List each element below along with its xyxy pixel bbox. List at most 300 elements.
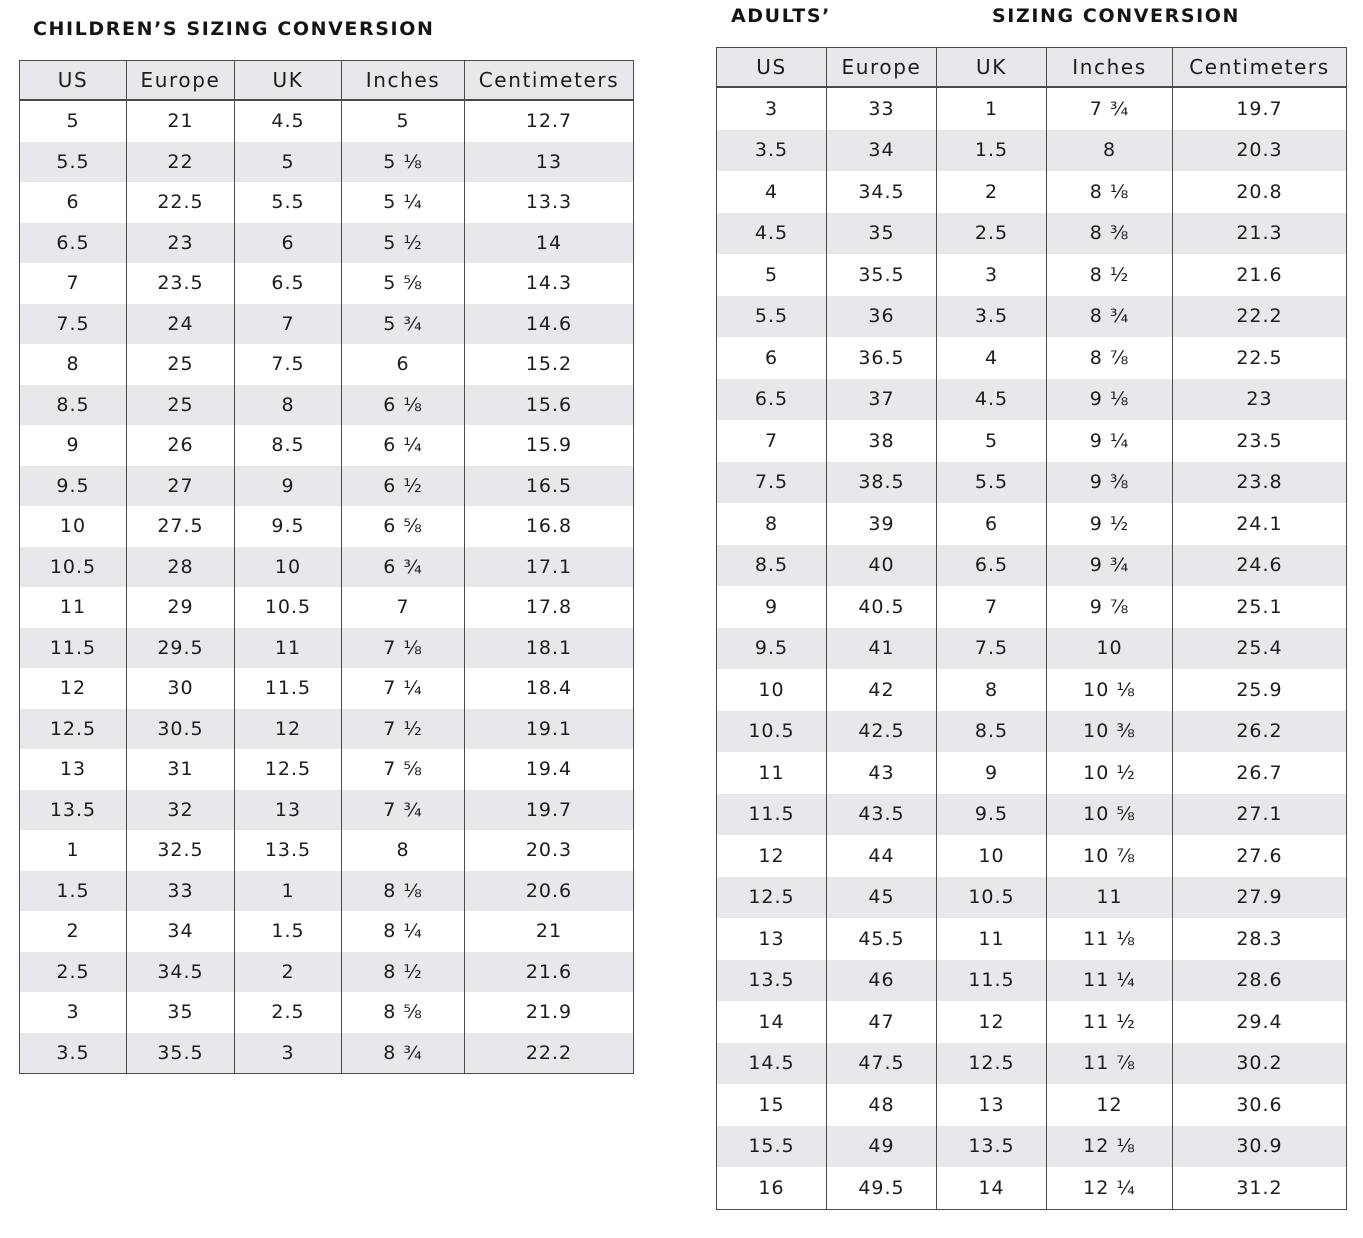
us-size-cell: 4.5 <box>717 213 827 255</box>
europe-size-cell: 38.5 <box>827 462 937 504</box>
europe-size-cell: 26 <box>127 425 235 466</box>
centimeters-cell: 31.2 <box>1173 1167 1347 1209</box>
table-row <box>20 911 634 952</box>
uk-size-cell: 8.5 <box>235 425 342 466</box>
europe-size-cell: 38 <box>827 420 937 462</box>
centimeters-cell: 30.2 <box>1173 1043 1347 1085</box>
us-size-cell: 11.5 <box>717 794 827 836</box>
us-size-cell: 7.5 <box>717 462 827 504</box>
table-row <box>20 182 634 223</box>
inches-cell: 9 ⅛ <box>1047 379 1173 421</box>
us-size-cell: 13 <box>717 918 827 960</box>
table-row <box>717 420 1347 462</box>
adults-chart-title: SIZING CONVERSION <box>992 5 1241 27</box>
table-row <box>717 752 1347 794</box>
column-header-europe: Europe <box>827 48 937 88</box>
us-size-cell: 5.5 <box>717 296 827 338</box>
centimeters-cell: 19.4 <box>465 749 634 790</box>
inches-cell: 11 ⅛ <box>1047 918 1173 960</box>
inches-cell: 6 <box>342 344 465 385</box>
inches-cell: 6 ¾ <box>342 547 465 588</box>
us-size-cell: 8.5 <box>717 545 827 587</box>
centimeters-cell: 21.6 <box>465 952 634 993</box>
europe-size-cell: 45 <box>827 877 937 919</box>
europe-size-cell: 48 <box>827 1084 937 1126</box>
us-size-cell: 12 <box>717 835 827 877</box>
us-size-cell: 3.5 <box>20 1033 127 1074</box>
table-row <box>717 296 1347 338</box>
inches-cell: 5 ⅝ <box>342 263 465 304</box>
europe-size-cell: 36.5 <box>827 337 937 379</box>
centimeters-cell: 29.4 <box>1173 1001 1347 1043</box>
centimeters-cell: 22.2 <box>465 1033 634 1074</box>
centimeters-cell: 21.9 <box>465 992 634 1033</box>
us-size-cell: 10 <box>20 506 127 547</box>
uk-size-cell: 12.5 <box>937 1043 1047 1085</box>
us-size-cell: 16 <box>717 1167 827 1209</box>
europe-size-cell: 23.5 <box>127 263 235 304</box>
inches-cell: 6 ⅝ <box>342 506 465 547</box>
uk-size-cell: 6.5 <box>235 263 342 304</box>
uk-size-cell: 13 <box>235 790 342 831</box>
table-row <box>717 669 1347 711</box>
us-size-cell: 14 <box>717 1001 827 1043</box>
inches-cell: 12 <box>1047 1084 1173 1126</box>
europe-size-cell: 25 <box>127 344 235 385</box>
table-row <box>20 142 634 183</box>
column-header-inches: Inches <box>1047 48 1173 88</box>
centimeters-cell: 20.6 <box>465 871 634 912</box>
table-row <box>20 263 634 304</box>
inches-cell: 8 <box>1047 130 1173 172</box>
us-size-cell: 6 <box>20 182 127 223</box>
table-row <box>20 223 634 264</box>
inches-cell: 11 ¼ <box>1047 960 1173 1002</box>
inches-cell: 8 ⅛ <box>342 871 465 912</box>
europe-size-cell: 49 <box>827 1126 937 1168</box>
us-size-cell: 10.5 <box>717 711 827 753</box>
us-size-cell: 11.5 <box>20 628 127 669</box>
table-row <box>717 545 1347 587</box>
uk-size-cell: 5 <box>235 142 342 183</box>
us-size-cell: 12 <box>20 668 127 709</box>
inches-cell: 11 ½ <box>1047 1001 1173 1043</box>
europe-size-cell: 28 <box>127 547 235 588</box>
us-size-cell: 5 <box>717 254 827 296</box>
table-row <box>20 952 634 993</box>
centimeters-cell: 26.2 <box>1173 711 1347 753</box>
table-row <box>717 254 1347 296</box>
uk-size-cell: 13.5 <box>235 830 342 871</box>
uk-size-cell: 7.5 <box>235 344 342 385</box>
centimeters-cell: 15.6 <box>465 385 634 426</box>
uk-size-cell: 1.5 <box>235 911 342 952</box>
table-row <box>717 503 1347 545</box>
uk-size-cell: 1 <box>235 871 342 912</box>
europe-size-cell: 29.5 <box>127 628 235 669</box>
uk-size-cell: 4.5 <box>235 100 342 142</box>
europe-size-cell: 36 <box>827 296 937 338</box>
uk-size-cell: 5.5 <box>235 182 342 223</box>
table-row <box>20 628 634 669</box>
europe-size-cell: 35 <box>127 992 235 1033</box>
uk-size-cell: 3 <box>937 254 1047 296</box>
inches-cell: 11 ⅞ <box>1047 1043 1173 1085</box>
europe-size-cell: 37 <box>827 379 937 421</box>
inches-cell: 10 <box>1047 628 1173 670</box>
centimeters-cell: 21.3 <box>1173 213 1347 255</box>
table-row <box>717 1084 1347 1126</box>
centimeters-cell: 23.8 <box>1173 462 1347 504</box>
inches-cell: 7 ⅝ <box>342 749 465 790</box>
inches-cell: 9 ⅞ <box>1047 586 1173 628</box>
us-size-cell: 6 <box>717 337 827 379</box>
inches-cell: 8 ½ <box>342 952 465 993</box>
europe-size-cell: 34 <box>827 130 937 172</box>
europe-size-cell: 24 <box>127 304 235 345</box>
table-row <box>717 337 1347 379</box>
uk-size-cell: 5 <box>937 420 1047 462</box>
europe-size-cell: 27 <box>127 466 235 507</box>
inches-cell: 9 ⅜ <box>1047 462 1173 504</box>
column-header-centimeters: Centimeters <box>465 61 634 101</box>
uk-size-cell: 11.5 <box>235 668 342 709</box>
uk-size-cell: 12 <box>937 1001 1047 1043</box>
us-size-cell: 13 <box>20 749 127 790</box>
centimeters-cell: 14 <box>465 223 634 264</box>
uk-size-cell: 12.5 <box>235 749 342 790</box>
inches-cell: 9 ½ <box>1047 503 1173 545</box>
centimeters-cell: 15.2 <box>465 344 634 385</box>
column-header-inches: Inches <box>342 61 465 101</box>
centimeters-cell: 16.5 <box>465 466 634 507</box>
us-size-cell: 15 <box>717 1084 827 1126</box>
centimeters-cell: 28.3 <box>1173 918 1347 960</box>
centimeters-cell: 20.3 <box>1173 130 1347 172</box>
inches-cell: 9 ¼ <box>1047 420 1173 462</box>
uk-size-cell: 6 <box>937 503 1047 545</box>
europe-size-cell: 41 <box>827 628 937 670</box>
inches-cell: 7 <box>342 587 465 628</box>
centimeters-cell: 22.2 <box>1173 296 1347 338</box>
column-header-centimeters: Centimeters <box>1173 48 1347 88</box>
europe-size-cell: 29 <box>127 587 235 628</box>
inches-cell: 8 ¾ <box>342 1033 465 1074</box>
uk-size-cell: 9 <box>235 466 342 507</box>
inches-cell: 9 ¾ <box>1047 545 1173 587</box>
europe-size-cell: 22 <box>127 142 235 183</box>
us-size-cell: 8 <box>20 344 127 385</box>
europe-size-cell: 27.5 <box>127 506 235 547</box>
inches-cell: 12 ¼ <box>1047 1167 1173 1209</box>
children-size-table <box>19 60 634 1074</box>
uk-size-cell: 1.5 <box>937 130 1047 172</box>
table-row <box>20 466 634 507</box>
table-row <box>20 344 634 385</box>
inches-cell: 8 ⅜ <box>1047 213 1173 255</box>
europe-size-cell: 44 <box>827 835 937 877</box>
centimeters-cell: 20.8 <box>1173 171 1347 213</box>
europe-size-cell: 43.5 <box>827 794 937 836</box>
europe-size-cell: 34.5 <box>827 171 937 213</box>
uk-size-cell: 1 <box>937 87 1047 130</box>
table-row <box>717 960 1347 1002</box>
table-row <box>717 835 1347 877</box>
europe-size-cell: 25 <box>127 385 235 426</box>
table-row <box>20 709 634 750</box>
uk-size-cell: 13 <box>937 1084 1047 1126</box>
table-row <box>717 379 1347 421</box>
uk-size-cell: 8 <box>235 385 342 426</box>
table-row <box>20 668 634 709</box>
inches-cell: 8 ⅝ <box>342 992 465 1033</box>
centimeters-cell: 18.4 <box>465 668 634 709</box>
uk-size-cell: 9 <box>937 752 1047 794</box>
centimeters-cell: 27.1 <box>1173 794 1347 836</box>
europe-size-cell: 45.5 <box>827 918 937 960</box>
children-chart-title: CHILDREN’S SIZING CONVERSION <box>33 18 435 40</box>
europe-size-cell: 49.5 <box>827 1167 937 1209</box>
europe-size-cell: 42.5 <box>827 711 937 753</box>
uk-size-cell: 9.5 <box>235 506 342 547</box>
centimeters-cell: 19.7 <box>1173 87 1347 130</box>
centimeters-cell: 17.8 <box>465 587 634 628</box>
uk-size-cell: 11 <box>235 628 342 669</box>
table-row <box>717 87 1347 130</box>
europe-size-cell: 34 <box>127 911 235 952</box>
table-row <box>20 1033 634 1074</box>
centimeters-cell: 26.7 <box>1173 752 1347 794</box>
table-row <box>717 1043 1347 1085</box>
table-row <box>20 749 634 790</box>
us-size-cell: 9.5 <box>717 628 827 670</box>
table-row <box>20 547 634 588</box>
us-size-cell: 2 <box>20 911 127 952</box>
centimeters-cell: 20.3 <box>465 830 634 871</box>
inches-cell: 5 ⅛ <box>342 142 465 183</box>
inches-cell: 10 ⅞ <box>1047 835 1173 877</box>
europe-size-cell: 46 <box>827 960 937 1002</box>
uk-size-cell: 8.5 <box>937 711 1047 753</box>
uk-size-cell: 13.5 <box>937 1126 1047 1168</box>
europe-size-cell: 42 <box>827 669 937 711</box>
table-row <box>20 830 634 871</box>
inches-cell: 7 ¾ <box>1047 87 1173 130</box>
uk-size-cell: 9.5 <box>937 794 1047 836</box>
inches-cell: 5 ¼ <box>342 182 465 223</box>
inches-cell: 5 <box>342 100 465 142</box>
table-row <box>20 790 634 831</box>
uk-size-cell: 3 <box>235 1033 342 1074</box>
centimeters-cell: 18.1 <box>465 628 634 669</box>
uk-size-cell: 11.5 <box>937 960 1047 1002</box>
centimeters-cell: 30.6 <box>1173 1084 1347 1126</box>
inches-cell: 5 ½ <box>342 223 465 264</box>
table-row <box>717 628 1347 670</box>
inches-cell: 7 ¼ <box>342 668 465 709</box>
centimeters-cell: 14.6 <box>465 304 634 345</box>
inches-cell: 10 ½ <box>1047 752 1173 794</box>
inches-cell: 10 ⅝ <box>1047 794 1173 836</box>
europe-size-cell: 35 <box>827 213 937 255</box>
us-size-cell: 3 <box>20 992 127 1033</box>
uk-size-cell: 3.5 <box>937 296 1047 338</box>
centimeters-cell: 16.8 <box>465 506 634 547</box>
europe-size-cell: 39 <box>827 503 937 545</box>
europe-size-cell: 30 <box>127 668 235 709</box>
us-size-cell: 2.5 <box>20 952 127 993</box>
uk-size-cell: 2.5 <box>235 992 342 1033</box>
centimeters-cell: 21.6 <box>1173 254 1347 296</box>
us-size-cell: 6.5 <box>717 379 827 421</box>
uk-size-cell: 4 <box>937 337 1047 379</box>
inches-cell: 8 ⅞ <box>1047 337 1173 379</box>
uk-size-cell: 4.5 <box>937 379 1047 421</box>
centimeters-cell: 21 <box>465 911 634 952</box>
us-size-cell: 5.5 <box>20 142 127 183</box>
centimeters-cell: 30.9 <box>1173 1126 1347 1168</box>
inches-cell: 8 ¾ <box>1047 296 1173 338</box>
inches-cell: 6 ¼ <box>342 425 465 466</box>
column-header-us: US <box>717 48 827 88</box>
europe-size-cell: 22.5 <box>127 182 235 223</box>
us-size-cell: 12.5 <box>20 709 127 750</box>
uk-size-cell: 5.5 <box>937 462 1047 504</box>
europe-size-cell: 33 <box>127 871 235 912</box>
table-row <box>717 171 1347 213</box>
europe-size-cell: 35.5 <box>827 254 937 296</box>
inches-cell: 10 ⅜ <box>1047 711 1173 753</box>
table-header-row <box>20 61 634 101</box>
column-header-uk: UK <box>937 48 1047 88</box>
table-row <box>717 130 1347 172</box>
us-size-cell: 13.5 <box>717 960 827 1002</box>
uk-size-cell: 10 <box>937 835 1047 877</box>
table-row <box>717 586 1347 628</box>
uk-size-cell: 12 <box>235 709 342 750</box>
uk-size-cell: 2.5 <box>937 213 1047 255</box>
inches-cell: 7 ⅛ <box>342 628 465 669</box>
centimeters-cell: 14.3 <box>465 263 634 304</box>
inches-cell: 8 <box>342 830 465 871</box>
inches-cell: 11 <box>1047 877 1173 919</box>
table-header-row <box>717 48 1347 88</box>
us-size-cell: 8 <box>717 503 827 545</box>
centimeters-cell: 19.7 <box>465 790 634 831</box>
table-row <box>717 711 1347 753</box>
us-size-cell: 5 <box>20 100 127 142</box>
us-size-cell: 12.5 <box>717 877 827 919</box>
centimeters-cell: 13 <box>465 142 634 183</box>
europe-size-cell: 30.5 <box>127 709 235 750</box>
table-row <box>20 385 634 426</box>
inches-cell: 10 ⅛ <box>1047 669 1173 711</box>
table-row <box>717 918 1347 960</box>
table-row <box>717 462 1347 504</box>
centimeters-cell: 15.9 <box>465 425 634 466</box>
centimeters-cell: 24.1 <box>1173 503 1347 545</box>
uk-size-cell: 7.5 <box>937 628 1047 670</box>
europe-size-cell: 43 <box>827 752 937 794</box>
inches-cell: 7 ¾ <box>342 790 465 831</box>
table-row <box>20 871 634 912</box>
centimeters-cell: 27.9 <box>1173 877 1347 919</box>
uk-size-cell: 6 <box>235 223 342 264</box>
us-size-cell: 9 <box>20 425 127 466</box>
us-size-cell: 3 <box>717 87 827 130</box>
uk-size-cell: 8 <box>937 669 1047 711</box>
table-row <box>20 992 634 1033</box>
column-header-europe: Europe <box>127 61 235 101</box>
table-row <box>717 213 1347 255</box>
inches-cell: 12 ⅛ <box>1047 1126 1173 1168</box>
uk-size-cell: 2 <box>937 171 1047 213</box>
table-row <box>717 1126 1347 1168</box>
table-row <box>717 877 1347 919</box>
centimeters-cell: 22.5 <box>1173 337 1347 379</box>
adults-chart-title-prefix: ADULTS’ <box>731 5 831 27</box>
table-row <box>717 1001 1347 1043</box>
uk-size-cell: 6.5 <box>937 545 1047 587</box>
centimeters-cell: 19.1 <box>465 709 634 750</box>
centimeters-cell: 17.1 <box>465 547 634 588</box>
us-size-cell: 10.5 <box>20 547 127 588</box>
adults-size-table <box>716 47 1347 1210</box>
inches-cell: 8 ½ <box>1047 254 1173 296</box>
europe-size-cell: 32 <box>127 790 235 831</box>
column-header-uk: UK <box>235 61 342 101</box>
table-row <box>20 587 634 628</box>
europe-size-cell: 21 <box>127 100 235 142</box>
europe-size-cell: 47.5 <box>827 1043 937 1085</box>
us-size-cell: 7 <box>717 420 827 462</box>
uk-size-cell: 10.5 <box>235 587 342 628</box>
us-size-cell: 8.5 <box>20 385 127 426</box>
us-size-cell: 1.5 <box>20 871 127 912</box>
us-size-cell: 4 <box>717 171 827 213</box>
us-size-cell: 9.5 <box>20 466 127 507</box>
uk-size-cell: 7 <box>937 586 1047 628</box>
table-row <box>20 425 634 466</box>
inches-cell: 6 ½ <box>342 466 465 507</box>
centimeters-cell: 12.7 <box>465 100 634 142</box>
table-row <box>20 304 634 345</box>
inches-cell: 8 ¼ <box>342 911 465 952</box>
us-size-cell: 10 <box>717 669 827 711</box>
uk-size-cell: 10.5 <box>937 877 1047 919</box>
centimeters-cell: 23 <box>1173 379 1347 421</box>
us-size-cell: 14.5 <box>717 1043 827 1085</box>
centimeters-cell: 25.1 <box>1173 586 1347 628</box>
centimeters-cell: 25.4 <box>1173 628 1347 670</box>
table-row <box>20 100 634 142</box>
uk-size-cell: 2 <box>235 952 342 993</box>
centimeters-cell: 28.6 <box>1173 960 1347 1002</box>
column-header-us: US <box>20 61 127 101</box>
us-size-cell: 3.5 <box>717 130 827 172</box>
centimeters-cell: 13.3 <box>465 182 634 223</box>
us-size-cell: 1 <box>20 830 127 871</box>
centimeters-cell: 24.6 <box>1173 545 1347 587</box>
table-row <box>717 794 1347 836</box>
us-size-cell: 13.5 <box>20 790 127 831</box>
us-size-cell: 15.5 <box>717 1126 827 1168</box>
us-size-cell: 7.5 <box>20 304 127 345</box>
europe-size-cell: 33 <box>827 87 937 130</box>
uk-size-cell: 14 <box>937 1167 1047 1209</box>
inches-cell: 7 ½ <box>342 709 465 750</box>
europe-size-cell: 31 <box>127 749 235 790</box>
